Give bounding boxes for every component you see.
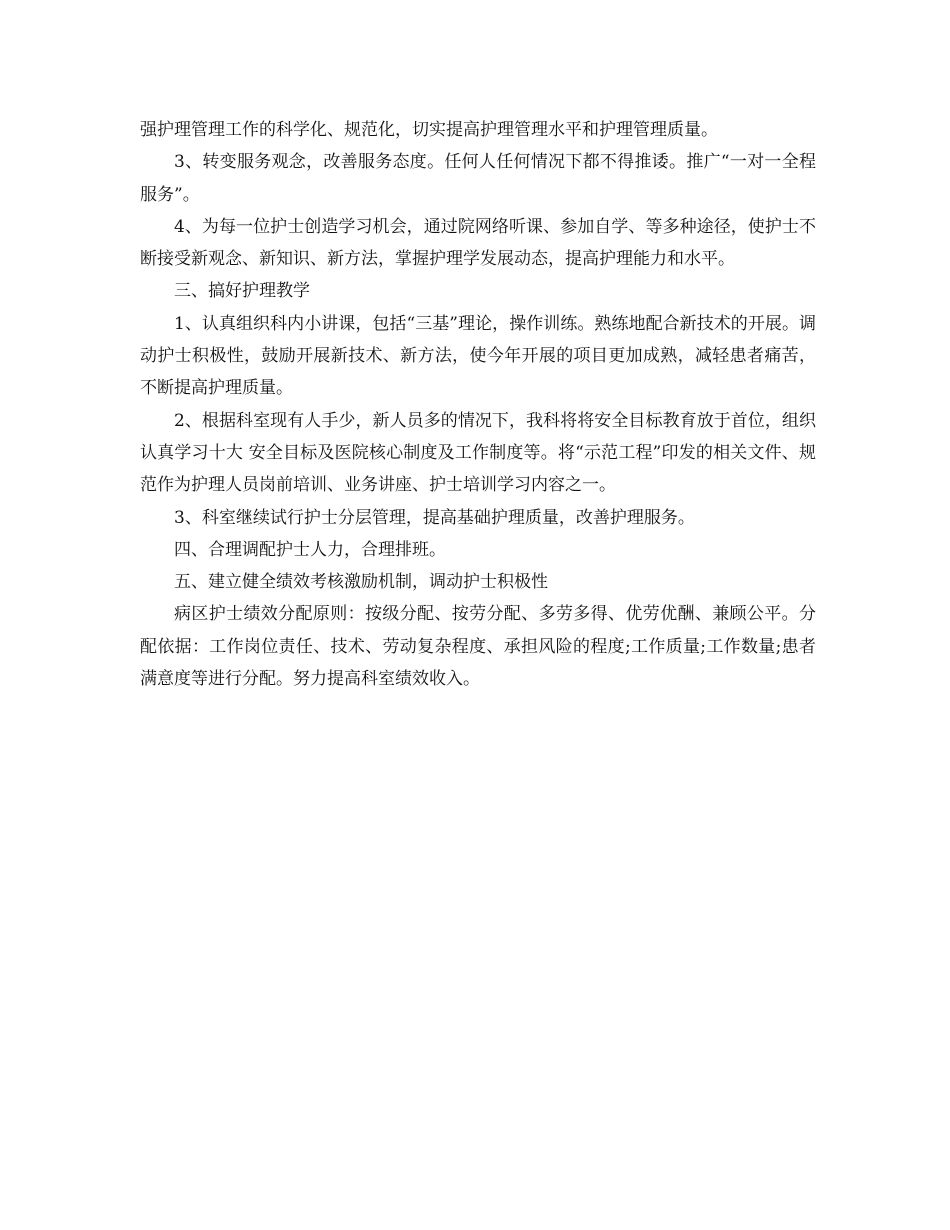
paragraph-performance-distribution: 病区护士绩效分配原则：按级分配、按劳分配、多劳多得、优劳优酬、兼顾公平。分配依据：工作岗位责任、技术、劳动复杂程度、承担风险的程度;工作质量;工作数量;患者满意度等进行分配。努力提高科室绩效收入。 [140, 604, 816, 690]
paragraph-learning-opportunities: 4、为每一位护士创造学习机会，通过院网络听课、参加自学、等多种途径，使护士不断接受新观念、新知识、新方法，掌握护理学发展动态，提高护理能力和水平。 [140, 216, 816, 270]
paragraph-service-attitude: 3、转变服务观念，改善服务态度。任何人任何情况下都不得推诿。推广“一对一全程服务”。 [140, 152, 816, 205]
paragraph-safety-education: 2、根据科室现有人手少，新人员多的情况下，我科将将安全目标教育放于首位，组织认真学习十大 安全目标及医院核心制度及工作制度等。将“示范工程”印发的相关文件、规范作为护理人员岗前培训、业务讲座、护士培训学习内容之一。 [140, 410, 816, 496]
document-body [140, 114, 816, 695]
paragraph-lectures: 1、认真组织科内小讲课，包括“三基”理论，操作训练。熟练地配合新技术的开展。调动护士积极性，鼓励开展新技术、新方法，使今年开展的项目更加成熟，减轻患者痛苦，不断提高护理质量。 [140, 313, 816, 399]
section-heading-staffing: 四、合理调配护士人力，合理排班。 [174, 539, 446, 560]
paragraph-continued: 强护理管理工作的科学化、规范化，切实提高护理管理水平和护理管理质量。 [140, 120, 718, 140]
section-heading-performance: 五、建立健全绩效考核激励机制，调动护士积极性 [174, 572, 548, 593]
paragraph-tiered-management: 3、科室继续试行护士分层管理，提高基础护理质量，改善护理服务。 [174, 507, 695, 528]
section-heading-nursing-teaching: 三、搞好护理教学 [174, 281, 310, 302]
